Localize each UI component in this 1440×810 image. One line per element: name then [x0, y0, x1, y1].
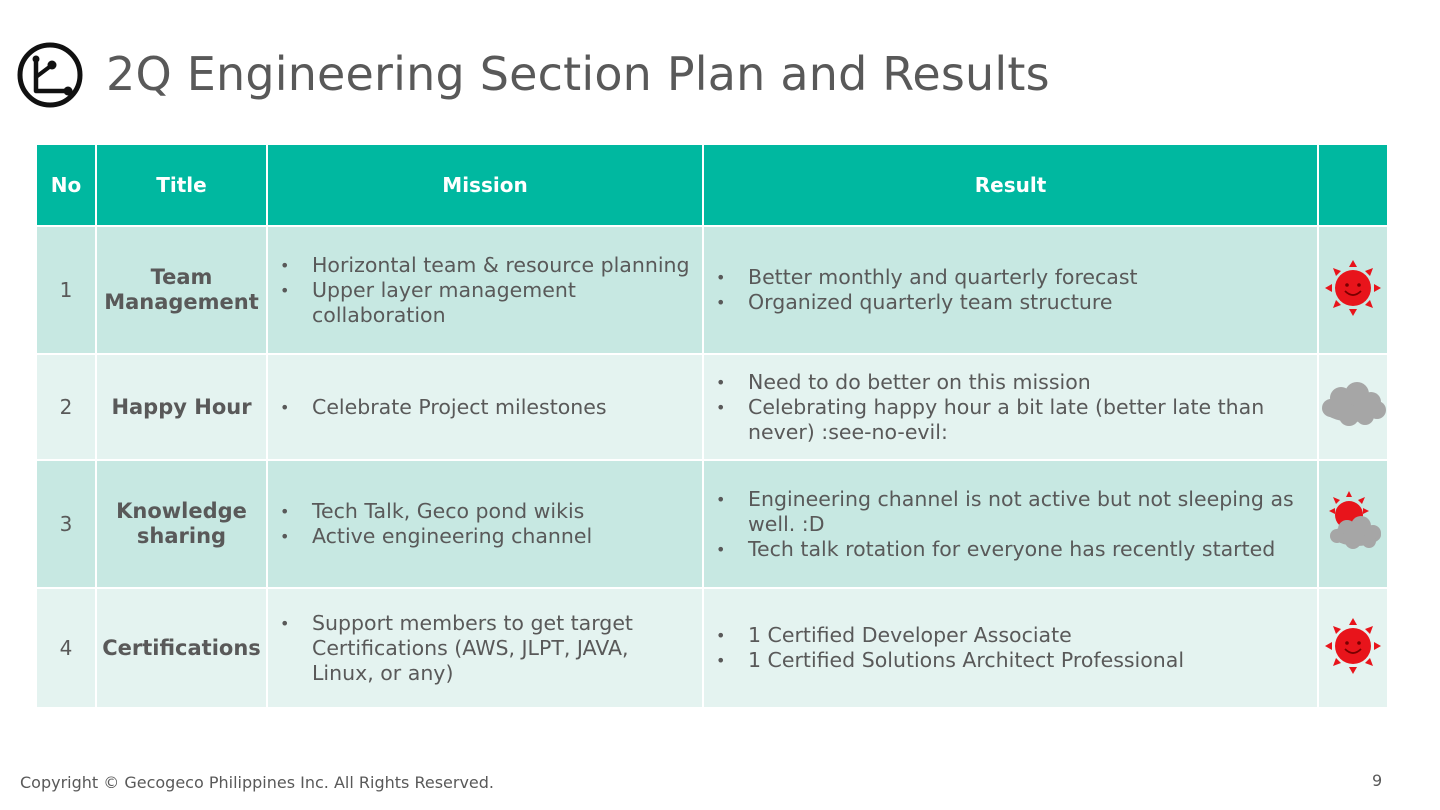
row-number: 4	[36, 588, 96, 708]
result-item: • 1 Certified Solutions Architect Professional	[712, 648, 1307, 673]
mission-cell	[267, 588, 703, 708]
row-number: 3	[36, 460, 96, 588]
result-item: • 1 Certified Developer Associate	[712, 623, 1307, 648]
page-number: 9	[1372, 771, 1383, 790]
table-row	[36, 460, 1388, 588]
row-title: Knowledge sharing	[96, 460, 267, 588]
mission-item: • Tech Talk, Geco pond wikis	[276, 499, 692, 524]
row-title: Team Management	[96, 226, 267, 354]
status-cell	[1318, 460, 1388, 588]
result-item: • Better monthly and quarterly forecast	[712, 265, 1307, 290]
result-cell	[703, 460, 1318, 588]
slide-title: 2Q Engineering Section Plan and Results	[106, 47, 1050, 101]
row-number: 1	[36, 226, 96, 354]
result-item: • Tech talk rotation for everyone has recently started	[712, 537, 1307, 562]
row-title: Happy Hour	[96, 354, 267, 460]
table-row	[36, 354, 1388, 460]
mission-item: • Horizontal team & resource planning	[276, 253, 692, 278]
header-status	[1318, 144, 1388, 226]
cloud-icon	[1319, 380, 1387, 430]
company-logo-icon	[16, 41, 84, 109]
mission-item: • Celebrate Project milestones	[276, 395, 692, 420]
header-no: No	[36, 144, 96, 226]
mission-cell	[267, 226, 703, 354]
result-cell	[703, 226, 1318, 354]
table-row	[36, 588, 1388, 708]
mission-item: • Upper layer management collaboration	[276, 278, 692, 328]
status-cell	[1318, 226, 1388, 354]
table-row	[36, 226, 1388, 354]
header-title: Title	[96, 144, 267, 226]
mission-item: • Active engineering channel	[276, 524, 692, 549]
sun-icon	[1323, 616, 1383, 676]
status-cell	[1318, 588, 1388, 708]
plan-results-table	[35, 143, 1389, 709]
header-mission: Mission	[267, 144, 703, 226]
result-cell	[703, 354, 1318, 460]
result-item: • Engineering channel is not active but not sleeping as well. :D	[712, 487, 1307, 537]
copyright-footer: Copyright © Gecogeco Philippines Inc. All Rights Reserved.	[20, 773, 494, 792]
mission-item: • Support members to get target Certifications (AWS, JLPT, JAVA, Linux, or any)	[276, 611, 692, 686]
result-item: • Need to do better on this mission	[712, 370, 1307, 395]
status-cell	[1318, 354, 1388, 460]
result-item: • Celebrating happy hour a bit late (better late than never) :see-no-evil:	[712, 395, 1307, 445]
result-cell	[703, 588, 1318, 708]
sun-behind-cloud-icon	[1321, 489, 1385, 555]
sun-icon	[1323, 258, 1383, 318]
header-result: Result	[703, 144, 1318, 226]
row-title: Certifications	[96, 588, 267, 708]
result-item: • Organized quarterly team structure	[712, 290, 1307, 315]
mission-cell	[267, 460, 703, 588]
row-number: 2	[36, 354, 96, 460]
table-header-row	[36, 144, 1388, 226]
mission-cell	[267, 354, 703, 460]
